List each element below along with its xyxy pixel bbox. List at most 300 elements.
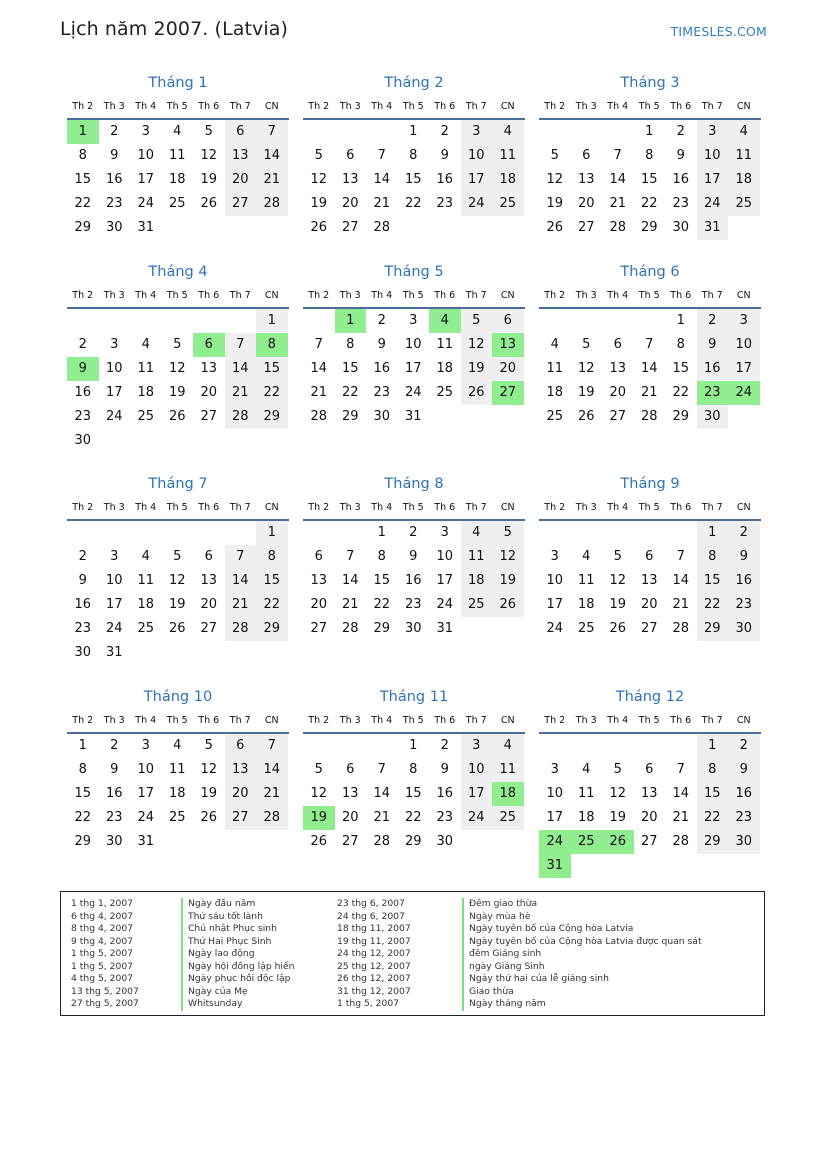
weekday-label: Th 2 [72,715,94,726]
day-cell: 23 [373,385,391,400]
day-cell: 5 [613,762,622,777]
day-cell: 6 [492,309,524,333]
holiday-day-cell: 23 [697,381,729,405]
empty-cell [225,309,257,333]
day-cell: 17 [546,810,564,825]
day-cell: 27 [225,806,257,830]
legend-holiday-name: Ngày hội đồng lập hiến [188,960,295,972]
day-cell: 9 [440,148,449,163]
day-cell: 19 [492,569,524,593]
day-cell: 10 [436,549,454,564]
empty-cell [571,854,603,878]
empty-cell [193,309,225,333]
day-cell: 22 [256,593,288,617]
day-cell: 8 [697,545,729,569]
day-cell: 31 [105,645,123,660]
day-cell: 28 [609,220,627,235]
day-cell: 29 [341,409,359,424]
weekday-label: Th 2 [544,101,566,112]
day-cell: 24 [105,621,123,636]
day-cell: 18 [168,786,186,801]
site-link[interactable]: TIMESLES.COM [670,24,767,39]
day-cell: 8 [409,762,418,777]
week-row [539,593,761,617]
day-cell: 16 [672,172,690,187]
day-cell: 2 [728,734,760,758]
day-cell: 11 [436,337,454,352]
day-cell: 21 [672,810,690,825]
day-cell: 13 [577,172,595,187]
week-row [67,309,289,333]
day-cell: 15 [341,361,359,376]
week-row [539,569,761,593]
day-cell: 8 [645,148,654,163]
day-cell: 18 [137,385,155,400]
day-cell: 8 [346,337,355,352]
empty-cell [634,734,666,758]
day-cell: 29 [256,405,288,429]
week-row [539,357,761,381]
day-cell: 16 [404,573,422,588]
empty-cell [225,641,257,665]
day-cell: 30 [105,834,123,849]
day-cell: 5 [314,148,323,163]
day-cell: 4 [141,549,150,564]
week-row [303,120,525,144]
empty-cell [303,521,335,545]
day-cell: 22 [640,196,658,211]
legend-date: 8 thg 4, 2007 [71,923,134,934]
legend-dates-left [71,898,139,1011]
day-cell: 26 [168,621,186,636]
day-cell: 1 [256,309,288,333]
day-cell: 8 [78,762,87,777]
empty-cell [665,521,697,545]
weekday-label: Th 4 [607,502,629,513]
day-cell: 20 [640,810,658,825]
day-cell: 3 [550,549,559,564]
day-cell: 22 [373,597,391,612]
day-cell: 15 [404,786,422,801]
day-cell: 19 [200,172,218,187]
weekday-header [539,286,761,305]
day-cell: 25 [168,196,186,211]
day-cell: 8 [377,549,386,564]
day-cell: 26 [492,593,524,617]
empty-cell [728,405,760,429]
day-cell: 9 [110,148,119,163]
day-cell: 15 [74,786,92,801]
day-cell: 28 [310,409,328,424]
weekday-label: Th 2 [544,502,566,513]
day-cell: 7 [256,734,288,758]
day-cell: 19 [168,385,186,400]
week-row [539,830,761,854]
week-row [67,168,289,192]
weekday-label: Th 2 [308,715,330,726]
day-cell: 28 [640,409,658,424]
weekday-label: Th 3 [575,101,597,112]
week-row [67,806,289,830]
weekday-label: CN [264,290,279,301]
day-cell: 14 [256,758,288,782]
holiday-legend [60,891,765,1016]
day-cell: 2 [676,124,685,139]
day-cell: 12 [609,786,627,801]
day-cell: 13 [310,573,328,588]
week-row [303,734,525,758]
weekday-label: Th 7 [465,715,487,726]
weekday-label: Th 7 [701,502,723,513]
day-cell: 3 [728,309,760,333]
week-row [67,545,289,569]
day-cell: 30 [373,409,391,424]
day-cell: 28 [373,220,391,235]
weekday-label: CN [736,715,751,726]
weekday-label: CN [500,502,515,513]
empty-cell [571,734,603,758]
legend-holiday-name: Ngày tháng năm [469,998,546,1009]
day-cell: 10 [461,758,493,782]
month-title: Tháng 11 [379,689,449,705]
day-cell: 26 [168,409,186,424]
day-cell: 10 [105,361,123,376]
day-cell: 24 [105,409,123,424]
day-cell: 22 [341,385,359,400]
week-row [303,333,525,357]
weekday-label: Th 3 [575,715,597,726]
day-cell: 7 [225,545,257,569]
weekday-header [67,711,289,730]
day-cell: 30 [105,220,123,235]
day-cell: 27 [200,409,218,424]
weekday-label: Th 5 [638,715,660,726]
day-cell: 23 [728,593,760,617]
day-cell: 4 [141,337,150,352]
holiday-day-cell: 8 [256,333,288,357]
week-row [303,617,525,641]
empty-cell [162,830,194,854]
legend-holiday-name: Ngày đầu năm [188,898,256,909]
day-cell: 30 [728,830,760,854]
day-cell: 11 [577,573,595,588]
weekday-label: Th 2 [544,290,566,301]
day-cell: 16 [728,782,760,806]
weekday-label: CN [736,101,751,112]
week-row [67,333,289,357]
empty-cell [303,309,335,333]
day-cell: 4 [492,734,524,758]
day-cell: 24 [137,810,155,825]
weekday-header [67,498,289,517]
day-cell: 21 [225,381,257,405]
day-cell: 20 [609,385,627,400]
day-cell: 25 [461,593,493,617]
empty-cell [665,854,697,878]
day-cell: 27 [341,220,359,235]
day-cell: 19 [310,196,328,211]
weekday-label: Th 7 [229,502,251,513]
day-cell: 17 [728,357,760,381]
weekday-label: Th 2 [308,290,330,301]
day-cell: 11 [137,573,155,588]
holiday-day-cell: 27 [492,381,524,405]
holiday-day-cell: 19 [303,806,335,830]
legend-date: 6 thg 4, 2007 [71,910,134,922]
day-cell: 13 [341,172,359,187]
week-row [67,734,289,758]
day-cell: 22 [697,593,729,617]
empty-cell [335,521,367,545]
legend-holiday-name: Whitsunday [188,998,243,1009]
day-cell: 7 [377,762,386,777]
day-cell: 9 [728,758,760,782]
day-cell: 28 [373,834,391,849]
legend-holiday-name: Ngày thứ hai của lễ giáng sinh [469,973,609,984]
day-cell: 9 [728,545,760,569]
day-cell: 20 [225,168,257,192]
day-cell: 17 [137,172,155,187]
weekday-header [303,286,525,305]
day-cell: 14 [672,573,690,588]
week-row [303,782,525,806]
empty-cell [602,854,634,878]
day-cell: 28 [341,621,359,636]
empty-cell [539,309,571,333]
weekday-label: Th 4 [135,101,157,112]
week-row [539,381,761,405]
empty-cell [602,734,634,758]
day-cell: 17 [697,168,729,192]
day-cell: 2 [78,549,87,564]
weekday-label: Th 6 [198,290,220,301]
week-row [303,830,525,854]
holiday-day-cell: 24 [539,830,571,854]
empty-cell [602,521,634,545]
day-cell: 20 [341,810,359,825]
weekday-label: Th 7 [229,290,251,301]
weekday-label: Th 3 [103,502,125,513]
day-cell: 18 [492,168,524,192]
day-cell: 17 [137,786,155,801]
day-cell: 11 [728,144,760,168]
day-cell: 19 [546,196,564,211]
day-cell: 13 [225,144,257,168]
month-title: Tháng 6 [620,264,680,280]
day-cell: 10 [404,337,422,352]
weekday-label: Th 3 [339,101,361,112]
day-cell: 7 [225,333,257,357]
empty-cell [193,216,225,240]
day-cell: 10 [546,573,564,588]
month-title: Tháng 10 [143,689,213,705]
month-title: Tháng 2 [384,75,444,91]
legend-date: 24 thg 6, 2007 [337,910,405,922]
day-cell: 30 [404,621,422,636]
day-cell: 24 [697,192,729,216]
empty-cell [602,120,634,144]
day-cell: 17 [436,573,454,588]
day-cell: 3 [461,734,493,758]
month-title: Tháng 9 [620,476,680,492]
legend-holiday-name: Chủ nhật Phục sinh [188,923,277,934]
week-row [539,216,761,240]
weekday-label: Th 5 [166,101,188,112]
holiday-day-cell: 6 [193,333,225,357]
weekday-header [303,498,525,517]
day-cell: 5 [492,521,524,545]
week-row [303,569,525,593]
weekday-label: Th 6 [434,715,456,726]
week-row [303,357,525,381]
weekday-label: Th 5 [166,715,188,726]
empty-cell [492,216,524,240]
legend-date: 4 thg 5, 2007 [71,973,134,984]
day-cell: 24 [461,806,493,830]
weekday-label: Th 7 [465,290,487,301]
day-cell: 18 [577,810,595,825]
day-cell: 20 [341,196,359,211]
day-cell: 29 [640,220,658,235]
day-cell: 15 [672,361,690,376]
day-cell: 3 [110,337,119,352]
week-row [539,521,761,545]
day-cell: 15 [74,172,92,187]
week-row [67,216,289,240]
weekday-label: Th 3 [103,715,125,726]
day-cell: 23 [105,810,123,825]
day-cell: 13 [200,361,218,376]
day-cell: 1 [256,521,288,545]
weekday-header [303,711,525,730]
day-cell: 17 [105,385,123,400]
day-cell: 18 [137,597,155,612]
legend-dates-right [337,898,411,1011]
day-cell: 1 [377,525,386,540]
day-cell: 18 [168,172,186,187]
week-row [67,782,289,806]
day-cell: 26 [310,220,328,235]
day-cell: 30 [436,834,454,849]
day-cell: 4 [550,337,559,352]
day-cell: 28 [256,806,288,830]
empty-cell [728,854,760,878]
day-cell: 17 [461,782,493,806]
day-cell: 22 [256,381,288,405]
day-cell: 3 [461,120,493,144]
empty-cell [539,521,571,545]
day-cell: 7 [377,148,386,163]
empty-cell [335,120,367,144]
day-cell: 11 [577,786,595,801]
month-title: Tháng 5 [384,264,444,280]
empty-cell [67,521,99,545]
holiday-day-cell: 31 [539,854,571,878]
week-row [539,144,761,168]
day-cell: 5 [173,549,182,564]
day-cell: 30 [74,433,92,448]
weekday-header [539,711,761,730]
weekday-label: Th 3 [339,290,361,301]
day-cell: 11 [492,144,524,168]
legend-date: 9 thg 4, 2007 [71,935,134,947]
legend-date: 26 thg 12, 2007 [337,973,411,984]
empty-cell [461,830,493,854]
weekday-label: Th 3 [339,502,361,513]
day-cell: 17 [461,168,493,192]
empty-cell [67,309,99,333]
weekday-label: Th 6 [434,101,456,112]
day-cell: 26 [609,621,627,636]
weekday-header [67,286,289,305]
week-row [67,120,289,144]
day-cell: 14 [341,573,359,588]
weekday-label: Th 6 [670,101,692,112]
weekday-label: Th 3 [575,290,597,301]
day-cell: 8 [409,148,418,163]
day-cell: 3 [110,549,119,564]
day-cell: 29 [404,834,422,849]
day-cell: 10 [697,144,729,168]
week-row [303,216,525,240]
day-cell: 2 [697,309,729,333]
day-cell: 15 [640,172,658,187]
day-cell: 21 [310,385,328,400]
day-cell: 23 [404,597,422,612]
weekday-label: Th 5 [638,290,660,301]
month-title: Tháng 12 [615,689,685,705]
month-block [539,261,761,429]
empty-cell [162,216,194,240]
weekday-label: Th 5 [402,290,424,301]
weekday-label: Th 2 [544,715,566,726]
week-row [67,429,289,453]
week-row [539,120,761,144]
weekday-label: Th 7 [701,101,723,112]
weekday-label: Th 5 [166,290,188,301]
day-cell: 22 [672,385,690,400]
day-cell: 27 [225,192,257,216]
legend-date: 1 thg 5, 2007 [71,960,134,972]
day-cell: 23 [74,409,92,424]
weekday-label: Th 5 [402,502,424,513]
empty-cell [225,830,257,854]
day-cell: 4 [173,124,182,139]
day-cell: 9 [78,573,87,588]
day-cell: 27 [640,834,658,849]
empty-cell [461,617,493,641]
month-block [303,72,525,240]
day-cell: 25 [546,409,564,424]
empty-cell [130,521,162,545]
day-cell: 21 [256,782,288,806]
day-cell: 23 [436,810,454,825]
week-row [67,405,289,429]
week-row [539,405,761,429]
day-cell: 27 [640,621,658,636]
day-cell: 12 [168,573,186,588]
weekday-label: Th 5 [166,502,188,513]
weekday-label: Th 7 [701,290,723,301]
day-cell: 15 [373,573,391,588]
empty-cell [162,429,194,453]
week-row [303,309,525,333]
legend-holiday-name: Ngày phục hồi độc lập [188,973,291,984]
empty-cell [225,429,257,453]
day-cell: 23 [672,196,690,211]
day-cell: 31 [137,220,155,235]
day-cell: 21 [609,196,627,211]
